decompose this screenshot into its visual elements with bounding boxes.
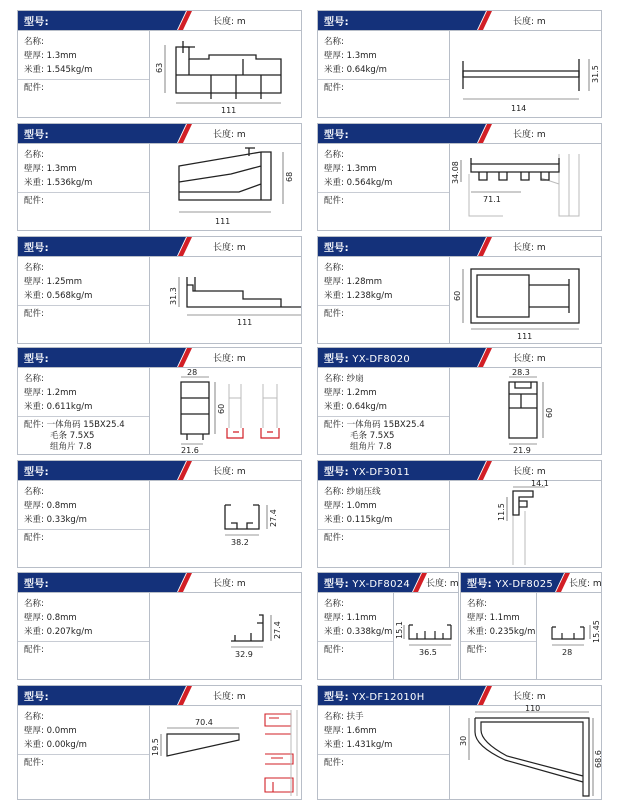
model-label: 型号: bbox=[324, 692, 349, 703]
wall-label: 壁厚: bbox=[324, 501, 344, 511]
length-label: 长度: m bbox=[426, 579, 459, 589]
wall-label: 壁厚: bbox=[324, 388, 344, 398]
dim-label: 28.3 bbox=[512, 368, 530, 377]
profile-drawing-svg bbox=[451, 706, 601, 799]
dim-label: 34.08 bbox=[451, 161, 460, 184]
info-panel bbox=[18, 706, 150, 799]
fitting-item: 组角片 7.8 bbox=[350, 442, 392, 452]
fittings-label: 配件: bbox=[24, 309, 44, 319]
info-panel bbox=[18, 481, 150, 567]
dim-label: 71.1 bbox=[483, 195, 501, 204]
wall-label: 壁厚: bbox=[467, 613, 487, 623]
dim-label: 68 bbox=[285, 171, 294, 182]
fittings-label: 配件: bbox=[324, 645, 344, 655]
dim-label: 19.5 bbox=[151, 738, 160, 756]
dim-label: 111 bbox=[221, 106, 237, 115]
length-label: 长度: m bbox=[513, 354, 546, 364]
wall-value: 1.2mm bbox=[346, 388, 377, 398]
name-label: 名称: bbox=[324, 599, 344, 609]
info-panel bbox=[318, 144, 450, 230]
weight-value: 0.64kg/m bbox=[346, 65, 387, 75]
dim-label: 36.5 bbox=[419, 648, 437, 657]
dim-label: 114 bbox=[511, 104, 527, 113]
divider bbox=[318, 754, 449, 755]
profile-drawing bbox=[151, 481, 301, 567]
divider bbox=[18, 529, 149, 530]
wall-value: 0.8mm bbox=[46, 613, 77, 623]
card-header bbox=[318, 237, 601, 257]
weight-value: 0.64kg/m bbox=[346, 402, 387, 412]
profile-drawing-svg bbox=[538, 593, 601, 679]
divider bbox=[461, 641, 536, 642]
profile-drawing-svg bbox=[151, 368, 301, 454]
wall-value: 1.3mm bbox=[346, 51, 377, 61]
weight-label: 米重: bbox=[324, 740, 344, 750]
name-value: 扶手 bbox=[346, 712, 364, 722]
weight-value: 0.235kg/m bbox=[489, 627, 536, 637]
model-label: 型号: bbox=[324, 130, 349, 141]
wall-label: 壁厚: bbox=[324, 613, 344, 623]
weight-value: 1.545kg/m bbox=[46, 65, 93, 75]
divider bbox=[318, 305, 449, 306]
info-panel bbox=[461, 593, 537, 679]
card-header bbox=[318, 11, 601, 31]
profile-card-7 bbox=[17, 347, 302, 455]
card-header bbox=[318, 348, 601, 368]
profile-card-3 bbox=[17, 123, 302, 231]
card-header bbox=[18, 573, 301, 593]
wall-value: 1.25mm bbox=[46, 277, 83, 287]
name-label: 名称: bbox=[24, 487, 44, 497]
weight-value: 1.431kg/m bbox=[346, 740, 393, 750]
wall-value: 1.3mm bbox=[46, 51, 77, 61]
weight-value: 0.338kg/m bbox=[346, 627, 393, 637]
card-header bbox=[18, 348, 301, 368]
model-code: YX-DF8025 bbox=[495, 579, 554, 590]
card-header bbox=[18, 237, 301, 257]
profile-card-14 bbox=[17, 685, 302, 800]
dim-label: 111 bbox=[237, 318, 253, 327]
model-code: YX-DF8024 bbox=[352, 579, 411, 590]
weight-label: 米重: bbox=[324, 65, 344, 75]
weight-value: 0.611kg/m bbox=[46, 402, 93, 412]
length-label: 长度: m bbox=[513, 467, 546, 477]
dim-label: 60 bbox=[545, 407, 554, 418]
fitting-item: 一体角码 15BX25.4 bbox=[346, 420, 425, 430]
profile-drawing bbox=[451, 368, 601, 454]
profile-card-8 bbox=[317, 347, 602, 455]
dim-label: 70.4 bbox=[195, 718, 213, 727]
wall-value: 1.6mm bbox=[346, 726, 377, 736]
weight-label: 米重: bbox=[324, 402, 344, 412]
weight-value: 0.00kg/m bbox=[46, 740, 87, 750]
profile-card-5 bbox=[17, 236, 302, 344]
dim-label: 31.5 bbox=[591, 65, 600, 83]
divider bbox=[318, 192, 449, 193]
length-label: 长度: m bbox=[213, 354, 246, 364]
wall-value: 1.3mm bbox=[46, 164, 77, 174]
profile-drawing-svg bbox=[151, 257, 301, 343]
profile-drawing-svg bbox=[151, 706, 301, 799]
length-label: 长度: m bbox=[213, 17, 246, 27]
dim-label: 32.9 bbox=[235, 650, 253, 659]
weight-label: 米重: bbox=[24, 65, 44, 75]
fittings-label: 配件: bbox=[324, 83, 344, 93]
model-label: 型号: bbox=[324, 243, 349, 254]
fittings-label: 配件: bbox=[24, 83, 44, 93]
wall-label: 壁厚: bbox=[324, 726, 344, 736]
profile-drawing bbox=[151, 31, 301, 117]
length-label: 长度: m bbox=[513, 17, 546, 27]
profile-card-15 bbox=[317, 685, 602, 800]
wall-label: 壁厚: bbox=[324, 277, 344, 287]
card-header bbox=[18, 124, 301, 144]
fittings-label: 配件: bbox=[24, 533, 44, 543]
wall-label: 壁厚: bbox=[324, 51, 344, 61]
weight-value: 0.568kg/m bbox=[46, 291, 93, 301]
profile-card-2 bbox=[317, 10, 602, 118]
fitting-item: 毛条 7.5X5 bbox=[50, 431, 95, 441]
profile-drawing bbox=[151, 257, 301, 343]
weight-value: 0.564kg/m bbox=[346, 178, 393, 188]
profile-drawing bbox=[151, 706, 301, 799]
name-label: 名称: bbox=[24, 150, 44, 160]
dim-label: 111 bbox=[215, 217, 231, 226]
wall-value: 0.0mm bbox=[46, 726, 77, 736]
weight-label: 米重: bbox=[467, 627, 487, 637]
wall-value: 0.8mm bbox=[46, 501, 77, 511]
profile-drawing bbox=[451, 481, 601, 567]
profile-drawing-svg bbox=[451, 368, 601, 454]
dim-label: 21.9 bbox=[513, 446, 531, 455]
info-panel bbox=[318, 368, 450, 454]
fitting-item: 一体角码 15BX25.4 bbox=[46, 420, 125, 430]
model-label: 型号: bbox=[467, 579, 492, 590]
profile-drawing bbox=[151, 368, 301, 454]
dim-label: 38.2 bbox=[231, 538, 249, 547]
model-code: YX-DF3011 bbox=[352, 467, 411, 478]
profile-card-11 bbox=[17, 572, 302, 680]
card-header bbox=[318, 124, 601, 144]
profile-drawing bbox=[395, 593, 458, 679]
weight-value: 0.33kg/m bbox=[46, 515, 87, 525]
length-label: 长度: m bbox=[213, 579, 246, 589]
info-panel bbox=[18, 31, 150, 117]
card-header bbox=[318, 686, 601, 706]
length-label: 长度: m bbox=[213, 130, 246, 140]
divider bbox=[318, 641, 393, 642]
divider bbox=[18, 305, 149, 306]
profile-drawing-svg bbox=[151, 144, 301, 230]
fitting-item: 毛条 7.5X5 bbox=[350, 431, 395, 441]
fittings-label: 配件: bbox=[24, 196, 44, 206]
model-label: 型号: bbox=[324, 467, 349, 478]
profile-drawing-svg bbox=[451, 31, 601, 117]
fittings-label: 配件: bbox=[324, 420, 344, 430]
dim-label: 27.4 bbox=[269, 509, 278, 527]
name-label: 名称: bbox=[324, 150, 344, 160]
dim-label: 27.4 bbox=[273, 621, 282, 639]
fittings-label: 配件: bbox=[24, 645, 44, 655]
profile-card-6 bbox=[317, 236, 602, 344]
name-label: 名称: bbox=[324, 712, 344, 722]
name-label: 名称: bbox=[324, 487, 344, 497]
length-label: 长度: m bbox=[569, 579, 602, 589]
card-header bbox=[18, 11, 301, 31]
weight-label: 米重: bbox=[324, 515, 344, 525]
dim-label: 110 bbox=[525, 704, 541, 713]
card-header bbox=[318, 573, 458, 593]
dim-label: 30 bbox=[459, 735, 468, 746]
model-code: YX-DF8020 bbox=[352, 354, 411, 365]
length-label: 长度: m bbox=[513, 243, 546, 253]
name-label: 名称: bbox=[24, 37, 44, 47]
name-value: 纱扇压线 bbox=[346, 487, 381, 497]
dim-label: 15.45 bbox=[592, 620, 601, 643]
name-label: 名称: bbox=[24, 599, 44, 609]
wall-value: 1.3mm bbox=[346, 164, 377, 174]
name-label: 名称: bbox=[324, 374, 344, 384]
name-label: 名称: bbox=[24, 712, 44, 722]
weight-value: 0.115kg/m bbox=[346, 515, 393, 525]
length-label: 长度: m bbox=[513, 692, 546, 702]
model-label: 型号: bbox=[324, 17, 349, 28]
dim-label: 111 bbox=[517, 332, 533, 341]
info-panel bbox=[318, 31, 450, 117]
wall-label: 壁厚: bbox=[24, 277, 44, 287]
weight-label: 米重: bbox=[324, 178, 344, 188]
model-label: 型号: bbox=[324, 579, 349, 590]
weight-value: 0.207kg/m bbox=[46, 627, 93, 637]
profile-drawing bbox=[151, 593, 301, 679]
wall-value: 1.28mm bbox=[346, 277, 383, 287]
dim-label: 14.1 bbox=[531, 479, 549, 488]
info-panel bbox=[318, 257, 450, 343]
divider bbox=[318, 529, 449, 530]
dim-label: 28 bbox=[187, 368, 198, 377]
model-label: 型号: bbox=[24, 354, 49, 365]
dim-label: 60 bbox=[453, 290, 462, 301]
info-panel bbox=[18, 257, 150, 343]
model-code: YX-DF12010H bbox=[352, 692, 425, 703]
fittings-label: 配件: bbox=[24, 758, 44, 768]
profile-card-12 bbox=[317, 572, 459, 680]
weight-label: 米重: bbox=[24, 740, 44, 750]
profile-card-9 bbox=[17, 460, 302, 568]
card-header bbox=[461, 573, 601, 593]
profile-drawing bbox=[151, 144, 301, 230]
fittings-label: 配件: bbox=[324, 309, 344, 319]
model-label: 型号: bbox=[24, 130, 49, 141]
info-panel bbox=[318, 481, 450, 567]
divider bbox=[18, 416, 149, 417]
profile-drawing-svg bbox=[151, 31, 301, 117]
profile-card-4 bbox=[317, 123, 602, 231]
info-panel bbox=[18, 593, 150, 679]
divider bbox=[318, 79, 449, 80]
dim-label: 68.6 bbox=[594, 750, 603, 768]
weight-label: 米重: bbox=[24, 402, 44, 412]
profile-drawing bbox=[451, 31, 601, 117]
wall-value: 1.1mm bbox=[346, 613, 377, 623]
dim-label: 28 bbox=[562, 648, 573, 657]
model-label: 型号: bbox=[24, 692, 49, 703]
divider bbox=[18, 79, 149, 80]
model-label: 型号: bbox=[24, 243, 49, 254]
model-label: 型号: bbox=[24, 17, 49, 28]
wall-value: 1.1mm bbox=[489, 613, 520, 623]
length-label: 长度: m bbox=[213, 467, 246, 477]
profile-card-10 bbox=[317, 460, 602, 568]
model-label: 型号: bbox=[324, 354, 349, 365]
name-value: 纱扇 bbox=[346, 374, 364, 384]
weight-value: 1.536kg/m bbox=[46, 178, 93, 188]
fittings-label: 配件: bbox=[324, 758, 344, 768]
info-panel bbox=[318, 706, 450, 799]
wall-label: 壁厚: bbox=[24, 164, 44, 174]
profile-card-1 bbox=[17, 10, 302, 118]
fittings-label: 配件: bbox=[324, 533, 344, 543]
model-label: 型号: bbox=[24, 467, 49, 478]
fittings-label: 配件: bbox=[324, 196, 344, 206]
profile-drawing bbox=[451, 144, 601, 230]
info-panel bbox=[18, 144, 150, 230]
profile-drawing-svg bbox=[395, 593, 458, 679]
model-label: 型号: bbox=[24, 579, 49, 590]
divider bbox=[18, 192, 149, 193]
dim-label: 11.5 bbox=[497, 503, 506, 521]
info-panel bbox=[18, 368, 150, 454]
profile-drawing-svg bbox=[451, 481, 601, 567]
divider bbox=[18, 641, 149, 642]
dim-label: 63 bbox=[155, 62, 164, 73]
dim-label: 60 bbox=[217, 403, 226, 414]
fitting-item: 组角片 7.8 bbox=[50, 442, 92, 452]
profile-card-13 bbox=[460, 572, 602, 680]
dim-label: 31.3 bbox=[169, 287, 178, 305]
name-label: 名称: bbox=[324, 37, 344, 47]
name-label: 名称: bbox=[24, 263, 44, 273]
divider bbox=[18, 754, 149, 755]
weight-label: 米重: bbox=[324, 291, 344, 301]
divider bbox=[318, 416, 449, 417]
weight-label: 米重: bbox=[24, 627, 44, 637]
card-header bbox=[18, 686, 301, 706]
card-header bbox=[318, 461, 601, 481]
wall-label: 壁厚: bbox=[24, 613, 44, 623]
wall-label: 壁厚: bbox=[24, 51, 44, 61]
fittings-label: 配件: bbox=[467, 645, 487, 655]
info-panel bbox=[318, 593, 394, 679]
length-label: 长度: m bbox=[213, 243, 246, 253]
profile-drawing-svg bbox=[451, 144, 601, 230]
card-header bbox=[18, 461, 301, 481]
weight-value: 1.238kg/m bbox=[346, 291, 393, 301]
wall-label: 壁厚: bbox=[24, 501, 44, 511]
wall-label: 壁厚: bbox=[324, 164, 344, 174]
wall-value: 1.0mm bbox=[346, 501, 377, 511]
fittings-label: 配件: bbox=[24, 420, 44, 430]
wall-label: 壁厚: bbox=[24, 388, 44, 398]
weight-label: 米重: bbox=[24, 178, 44, 188]
name-label: 名称: bbox=[467, 599, 487, 609]
profile-drawing bbox=[451, 706, 601, 799]
weight-label: 米重: bbox=[24, 515, 44, 525]
length-label: 长度: m bbox=[213, 692, 246, 702]
profile-drawing bbox=[451, 257, 601, 343]
dim-label: 21.6 bbox=[181, 446, 199, 455]
length-label: 长度: m bbox=[513, 130, 546, 140]
profile-drawing-svg bbox=[151, 593, 301, 679]
dim-label: 15.1 bbox=[395, 621, 404, 639]
profile-drawing-svg bbox=[151, 481, 301, 567]
profile-drawing bbox=[538, 593, 601, 679]
profile-drawing-svg bbox=[451, 257, 601, 343]
wall-label: 壁厚: bbox=[24, 726, 44, 736]
name-label: 名称: bbox=[24, 374, 44, 384]
weight-label: 米重: bbox=[24, 291, 44, 301]
name-label: 名称: bbox=[324, 263, 344, 273]
weight-label: 米重: bbox=[324, 627, 344, 637]
wall-value: 1.2mm bbox=[46, 388, 77, 398]
